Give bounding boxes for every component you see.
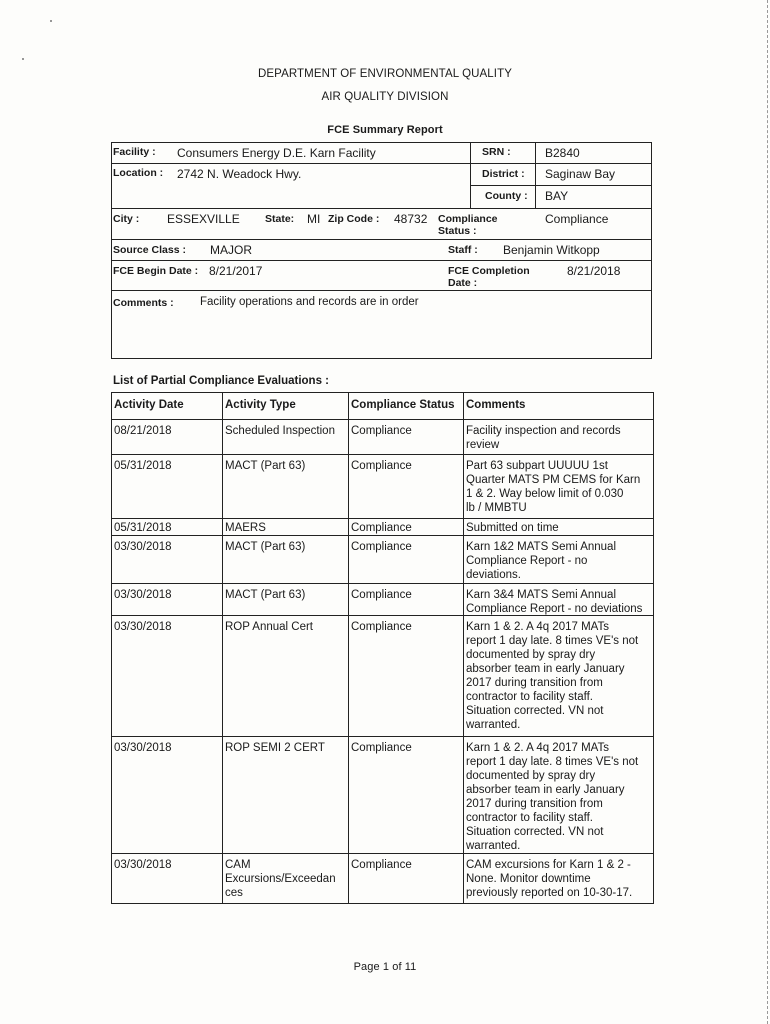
row-activity-date: 03/30/2018 (114, 742, 172, 754)
city-label: City : (113, 213, 140, 225)
activity-type-line: MACT (Part 63) (225, 541, 306, 553)
column-header-comments: Comments (466, 399, 526, 411)
comment-line: 2017 during transition from (466, 798, 603, 810)
srn-value: B2840 (545, 146, 580, 160)
district-label: District : (482, 168, 525, 180)
source-class-value: MAJOR (210, 243, 252, 257)
comment-line: Karn 1&2 MATS Semi Annual (466, 541, 616, 553)
compliance-status-value: Compliance (545, 212, 609, 226)
row-activity-type (225, 858, 336, 900)
activity-type-line: ROP SEMI 2 CERT (225, 742, 325, 754)
zip-value: 48732 (394, 212, 428, 226)
comment-line: lb / MMBTU (466, 502, 527, 514)
zip-label: Zip Code : (328, 213, 380, 225)
fce-completion-value: 8/21/2018 (567, 264, 621, 278)
state-value: MI (307, 212, 321, 226)
comment-line: warranted. (466, 719, 521, 731)
comment-line: Situation corrected. VN not (466, 826, 604, 838)
row-activity-type (225, 459, 305, 473)
activity-type-line: MAERS (225, 522, 266, 534)
row-activity-type (225, 741, 325, 755)
comment-line: documented by spray dry (466, 770, 596, 782)
row-activity-type (225, 620, 313, 634)
row-comments (466, 741, 652, 853)
comment-line: documented by spray dry (466, 649, 596, 661)
row-comments (466, 588, 652, 616)
row-activity-type (225, 540, 305, 554)
source-class-label: Source Class : (113, 244, 186, 256)
staff-value: Benjamin Witkopp (503, 243, 600, 257)
row-comments (466, 521, 652, 535)
comment-line: previously reported on 10-30-17. (466, 887, 633, 899)
row-activity-date: 05/31/2018 (114, 460, 172, 472)
row-compliance-status: Compliance (351, 859, 412, 871)
row-compliance-status: Compliance (351, 425, 412, 437)
partial-evaluations-title: List of Partial Compliance Evaluations : (113, 375, 329, 387)
column-header-activity-type: Activity Type (225, 399, 296, 411)
comment-line: 1 & 2. Way below limit of 0.030 (466, 488, 624, 500)
row-comments (466, 424, 652, 452)
comment-line: Quarter MATS PM CEMS for Karn (466, 474, 641, 486)
row-comments (466, 620, 652, 732)
comment-line: Situation corrected. VN not (466, 705, 604, 717)
comment-line: report 1 day late. 8 times VE's not (466, 635, 639, 647)
report-title: FCE Summary Report (327, 124, 443, 136)
activity-type-line: CAM (225, 859, 251, 871)
row-activity-date: 05/31/2018 (114, 522, 172, 534)
city-value: ESSEXVILLE (167, 212, 240, 226)
row-activity-date: 03/30/2018 (114, 859, 172, 871)
comment-line: deviations. (466, 569, 521, 581)
comments-value: Facility operations and records are in order (200, 296, 419, 308)
comments-label: Comments : (113, 297, 174, 309)
scan-speck (22, 58, 24, 60)
comment-line: review (466, 439, 500, 451)
location-value: 2742 N. Weadock Hwy. (177, 167, 302, 181)
county-value: BAY (545, 189, 569, 203)
fce-begin-label: FCE Begin Date : (113, 265, 199, 277)
row-activity-type (225, 521, 266, 535)
srn-label: SRN : (482, 146, 511, 158)
comment-line: absorber team in early January (466, 784, 625, 796)
comment-line: Karn 1 & 2. A 4q 2017 MATs (466, 621, 609, 633)
comment-line: Compliance Report - no deviations (466, 603, 643, 615)
activity-type-line: Excursions/Exceedan (225, 873, 336, 885)
row-activity-date: 03/30/2018 (114, 589, 172, 601)
location-label: Location : (113, 167, 164, 179)
comment-line: None. Monitor downtime (466, 873, 591, 885)
row-compliance-status: Compliance (351, 460, 412, 472)
comment-line: report 1 day late. 8 times VE's not (466, 756, 639, 768)
division-heading: AIR QUALITY DIVISION (321, 91, 449, 103)
scan-speck (50, 20, 52, 22)
row-compliance-status: Compliance (351, 621, 412, 633)
comment-line: 2017 during transition from (466, 677, 603, 689)
fce-begin-value: 8/21/2017 (209, 264, 263, 278)
comment-line: Karn 1 & 2. A 4q 2017 MATs (466, 742, 609, 754)
row-compliance-status: Compliance (351, 742, 412, 754)
row-comments (466, 459, 652, 515)
comment-line: absorber team in early January (466, 663, 625, 675)
activity-type-line: MACT (Part 63) (225, 460, 306, 472)
fce-completion-label-2: Date : (448, 277, 478, 289)
county-label: County : (485, 190, 528, 202)
department-heading: DEPARTMENT OF ENVIRONMENTAL QUALITY (258, 68, 512, 80)
activity-type-line: ces (225, 887, 243, 899)
district-value: Saginaw Bay (545, 167, 616, 181)
row-activity-date: 03/30/2018 (114, 541, 172, 553)
row-activity-type (225, 424, 335, 438)
facility-label: Facility : (113, 146, 156, 158)
state-label: State: (265, 213, 295, 225)
activity-type-line: MACT (Part 63) (225, 589, 306, 601)
row-comments (466, 540, 652, 582)
facility-value: Consumers Energy D.E. Karn Facility (177, 146, 376, 160)
row-compliance-status: Compliance (351, 522, 412, 534)
fce-completion-label: FCE Completion (448, 265, 530, 277)
activity-type-line: ROP Annual Cert (225, 621, 314, 633)
scan-edge (766, 0, 768, 1024)
comment-line: contractor to facility staff. (466, 812, 593, 824)
column-header-compliance-status: Compliance Status (351, 399, 455, 411)
column-header-activity-date: Activity Date (114, 399, 184, 411)
comment-line: Compliance Report - no (466, 555, 588, 567)
comment-line: contractor to facility staff. (466, 691, 593, 703)
row-comments (466, 858, 652, 900)
comment-line: Karn 3&4 MATS Semi Annual (466, 589, 616, 601)
compliance-status-label-2: Status : (438, 225, 477, 237)
comment-line: Part 63 subpart UUUUU 1st (466, 460, 608, 472)
row-activity-date: 03/30/2018 (114, 621, 172, 633)
comment-line: CAM excursions for Karn 1 & 2 - (466, 859, 631, 871)
row-compliance-status: Compliance (351, 589, 412, 601)
row-activity-type (225, 588, 305, 602)
compliance-status-label: Compliance (438, 213, 498, 225)
page-number: Page 1 of 11 (353, 961, 417, 973)
row-activity-date: 08/21/2018 (114, 425, 172, 437)
comment-line: Submitted on time (466, 522, 559, 534)
row-compliance-status: Compliance (351, 541, 412, 553)
staff-label: Staff : (448, 244, 478, 256)
comment-line: warranted. (466, 840, 521, 852)
comment-line: Facility inspection and records (466, 425, 621, 437)
activity-type-line: Scheduled Inspection (225, 425, 335, 437)
